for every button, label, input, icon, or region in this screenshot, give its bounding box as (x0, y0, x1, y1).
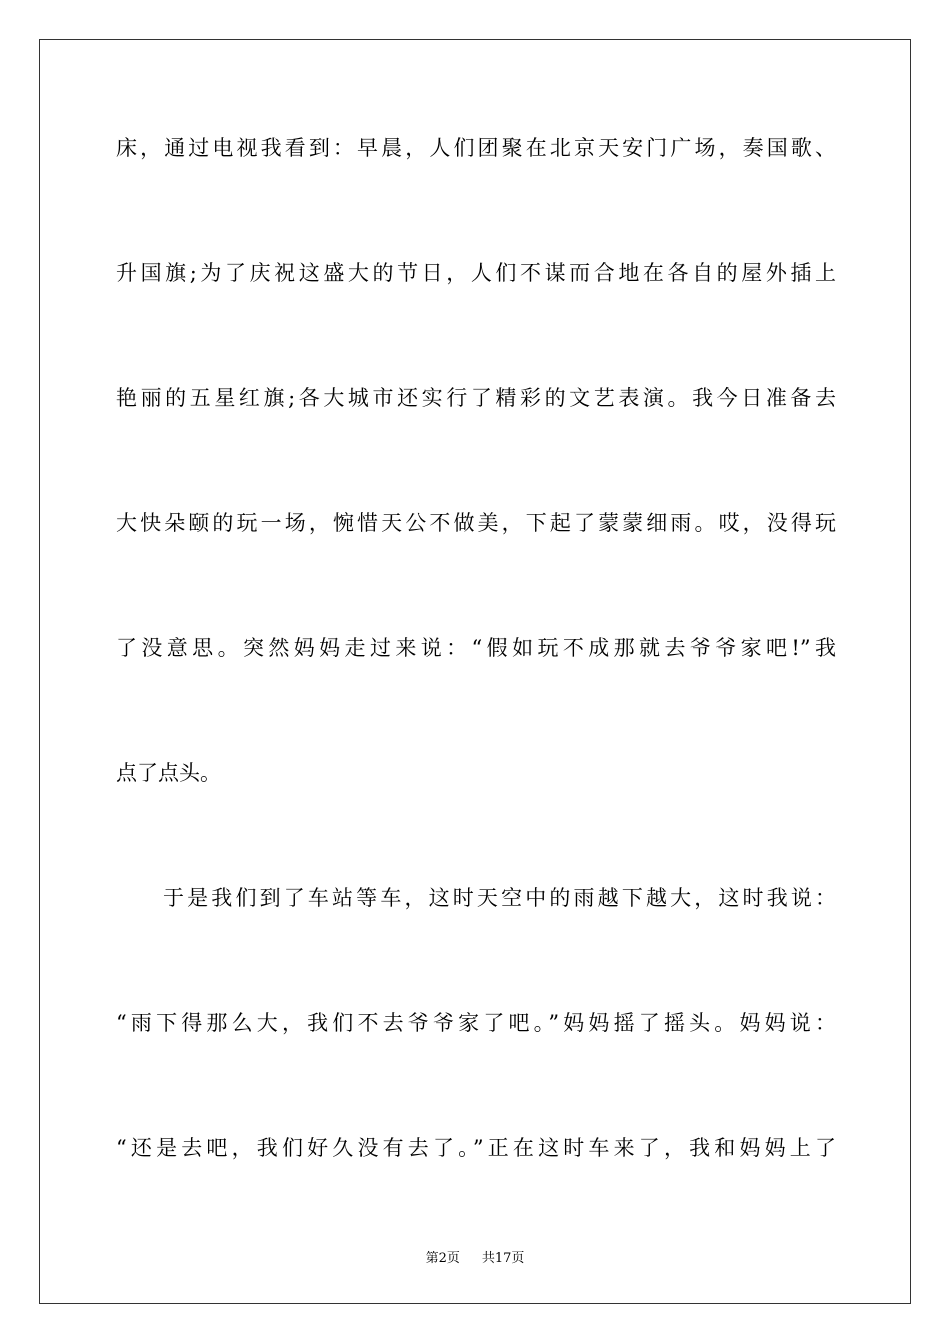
paragraph-line: 于是我们到了车站等车，这时天空中的雨越下越大，这时我说： (163, 886, 836, 910)
page-footer (0, 1247, 950, 1266)
page-total: 共17页 (481, 1251, 525, 1266)
paragraph-line: 了没意思。突然妈妈走过来说：“假如玩不成那就去爷爷家吧!”我 (116, 636, 836, 660)
page-number: 第2页 (425, 1251, 460, 1266)
paragraph-line: 升国旗;为了庆祝这盛大的节日，人们不谋而合地在各自的屋外插上 (116, 261, 836, 285)
page-border (39, 39, 911, 1304)
paragraph-line: 艳丽的五星红旗;各大城市还实行了精彩的文艺表演。我今日准备去 (116, 386, 836, 410)
paragraph-line: 床，通过电视我看到：早晨，人们团聚在北京天安门广场，奏国歌、 (116, 136, 836, 160)
paragraph-line: 点了点头。 (116, 761, 221, 785)
paragraph-line: 大快朵颐的玩一场，惋惜天公不做美，下起了蒙蒙细雨。哎，没得玩 (116, 511, 836, 535)
paragraph-line: “雨下得那么大，我们不去爷爷家了吧。”妈妈摇了摇头。妈妈说： (116, 1011, 836, 1035)
paragraph-line: “还是去吧，我们好久没有去了。”正在这时车来了，我和妈妈上了 (116, 1136, 836, 1160)
